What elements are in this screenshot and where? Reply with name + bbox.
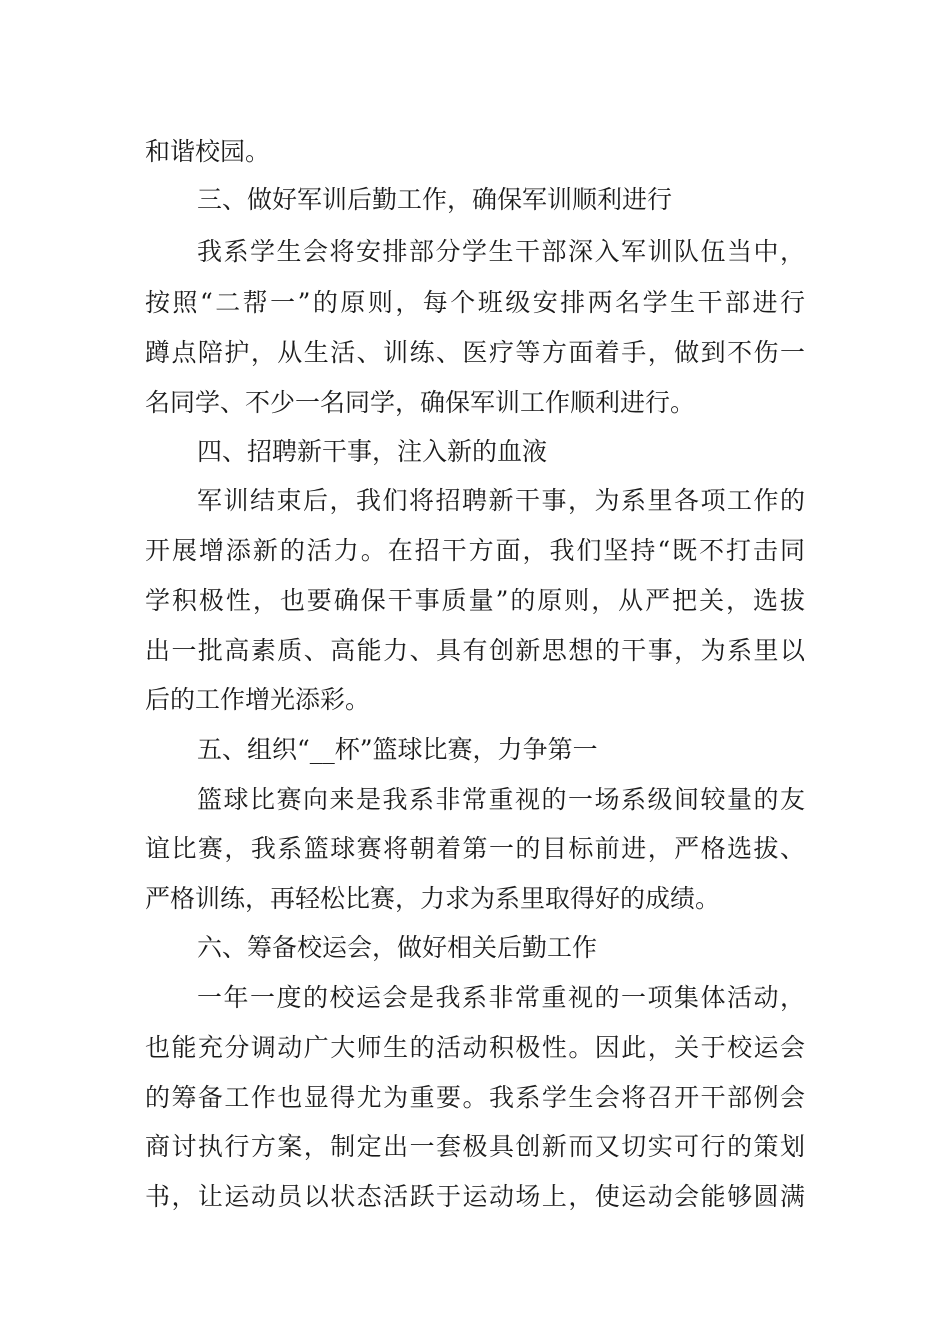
section-heading-3: 三、做好军训后勤工作，确保军训顺利进行 <box>197 185 673 214</box>
section-heading-4: 四、招聘新干事，注入新的血液 <box>197 437 548 466</box>
paragraph-line: 名同学、不少一名同学，确保军训工作顺利进行。 <box>145 388 696 417</box>
paragraph-line: 按照“二帮一”的原则，每个班级安排两名学生干部进行 <box>145 288 805 317</box>
paragraph-line: 后的工作增光添彩。 <box>145 685 371 714</box>
paragraph-line: 学积极性，也要确保干事质量”的原则，从严把关，选拔 <box>145 586 805 615</box>
paragraph-line: 出一批高素质、高能力、具有创新思想的干事，为系里以 <box>145 636 805 665</box>
section-heading-5: 五、组织“__杯”篮球比赛，力争第一 <box>197 735 598 764</box>
paragraph-line: 篮球比赛向来是我系非常重视的一场系级间较量的友 <box>197 785 805 814</box>
paragraph-line: 也能充分调动广大师生的活动积极性。因此，关于校运会 <box>145 1033 805 1062</box>
paragraph-line: 商讨执行方案，制定出一套极具创新而又切实可行的策划 <box>145 1132 805 1161</box>
paragraph-line: 我系学生会将安排部分学生干部深入军训队伍当中， <box>197 237 805 266</box>
paragraph-line: 谊比赛，我系篮球赛将朝着第一的目标前进，严格选拔、 <box>145 834 805 863</box>
paragraph-line: 军训结束后，我们将招聘新干事，为系里各项工作的 <box>197 486 805 515</box>
paragraph-line: 严格训练，再轻松比赛，力求为系里取得好的成绩。 <box>145 884 721 913</box>
section-heading-6: 六、筹备校运会，做好相关后勤工作 <box>197 933 598 962</box>
paragraph-line: 书，让运动员以状态活跃于运动场上，使运动会能够圆满 <box>145 1182 805 1211</box>
paragraph-line: 开展增添新的活力。在招干方面，我们坚持“既不打击同 <box>145 536 805 565</box>
paragraph-line: 的筹备工作也显得尤为重要。我系学生会将召开干部例会 <box>145 1083 805 1112</box>
paragraph-line: 一年一度的校运会是我系非常重视的一项集体活动， <box>197 983 805 1012</box>
paragraph-line: 蹲点陪护，从生活、训练、医疗等方面着手，做到不伤一 <box>145 338 805 367</box>
text-line: 和谐校园。 <box>145 137 271 166</box>
